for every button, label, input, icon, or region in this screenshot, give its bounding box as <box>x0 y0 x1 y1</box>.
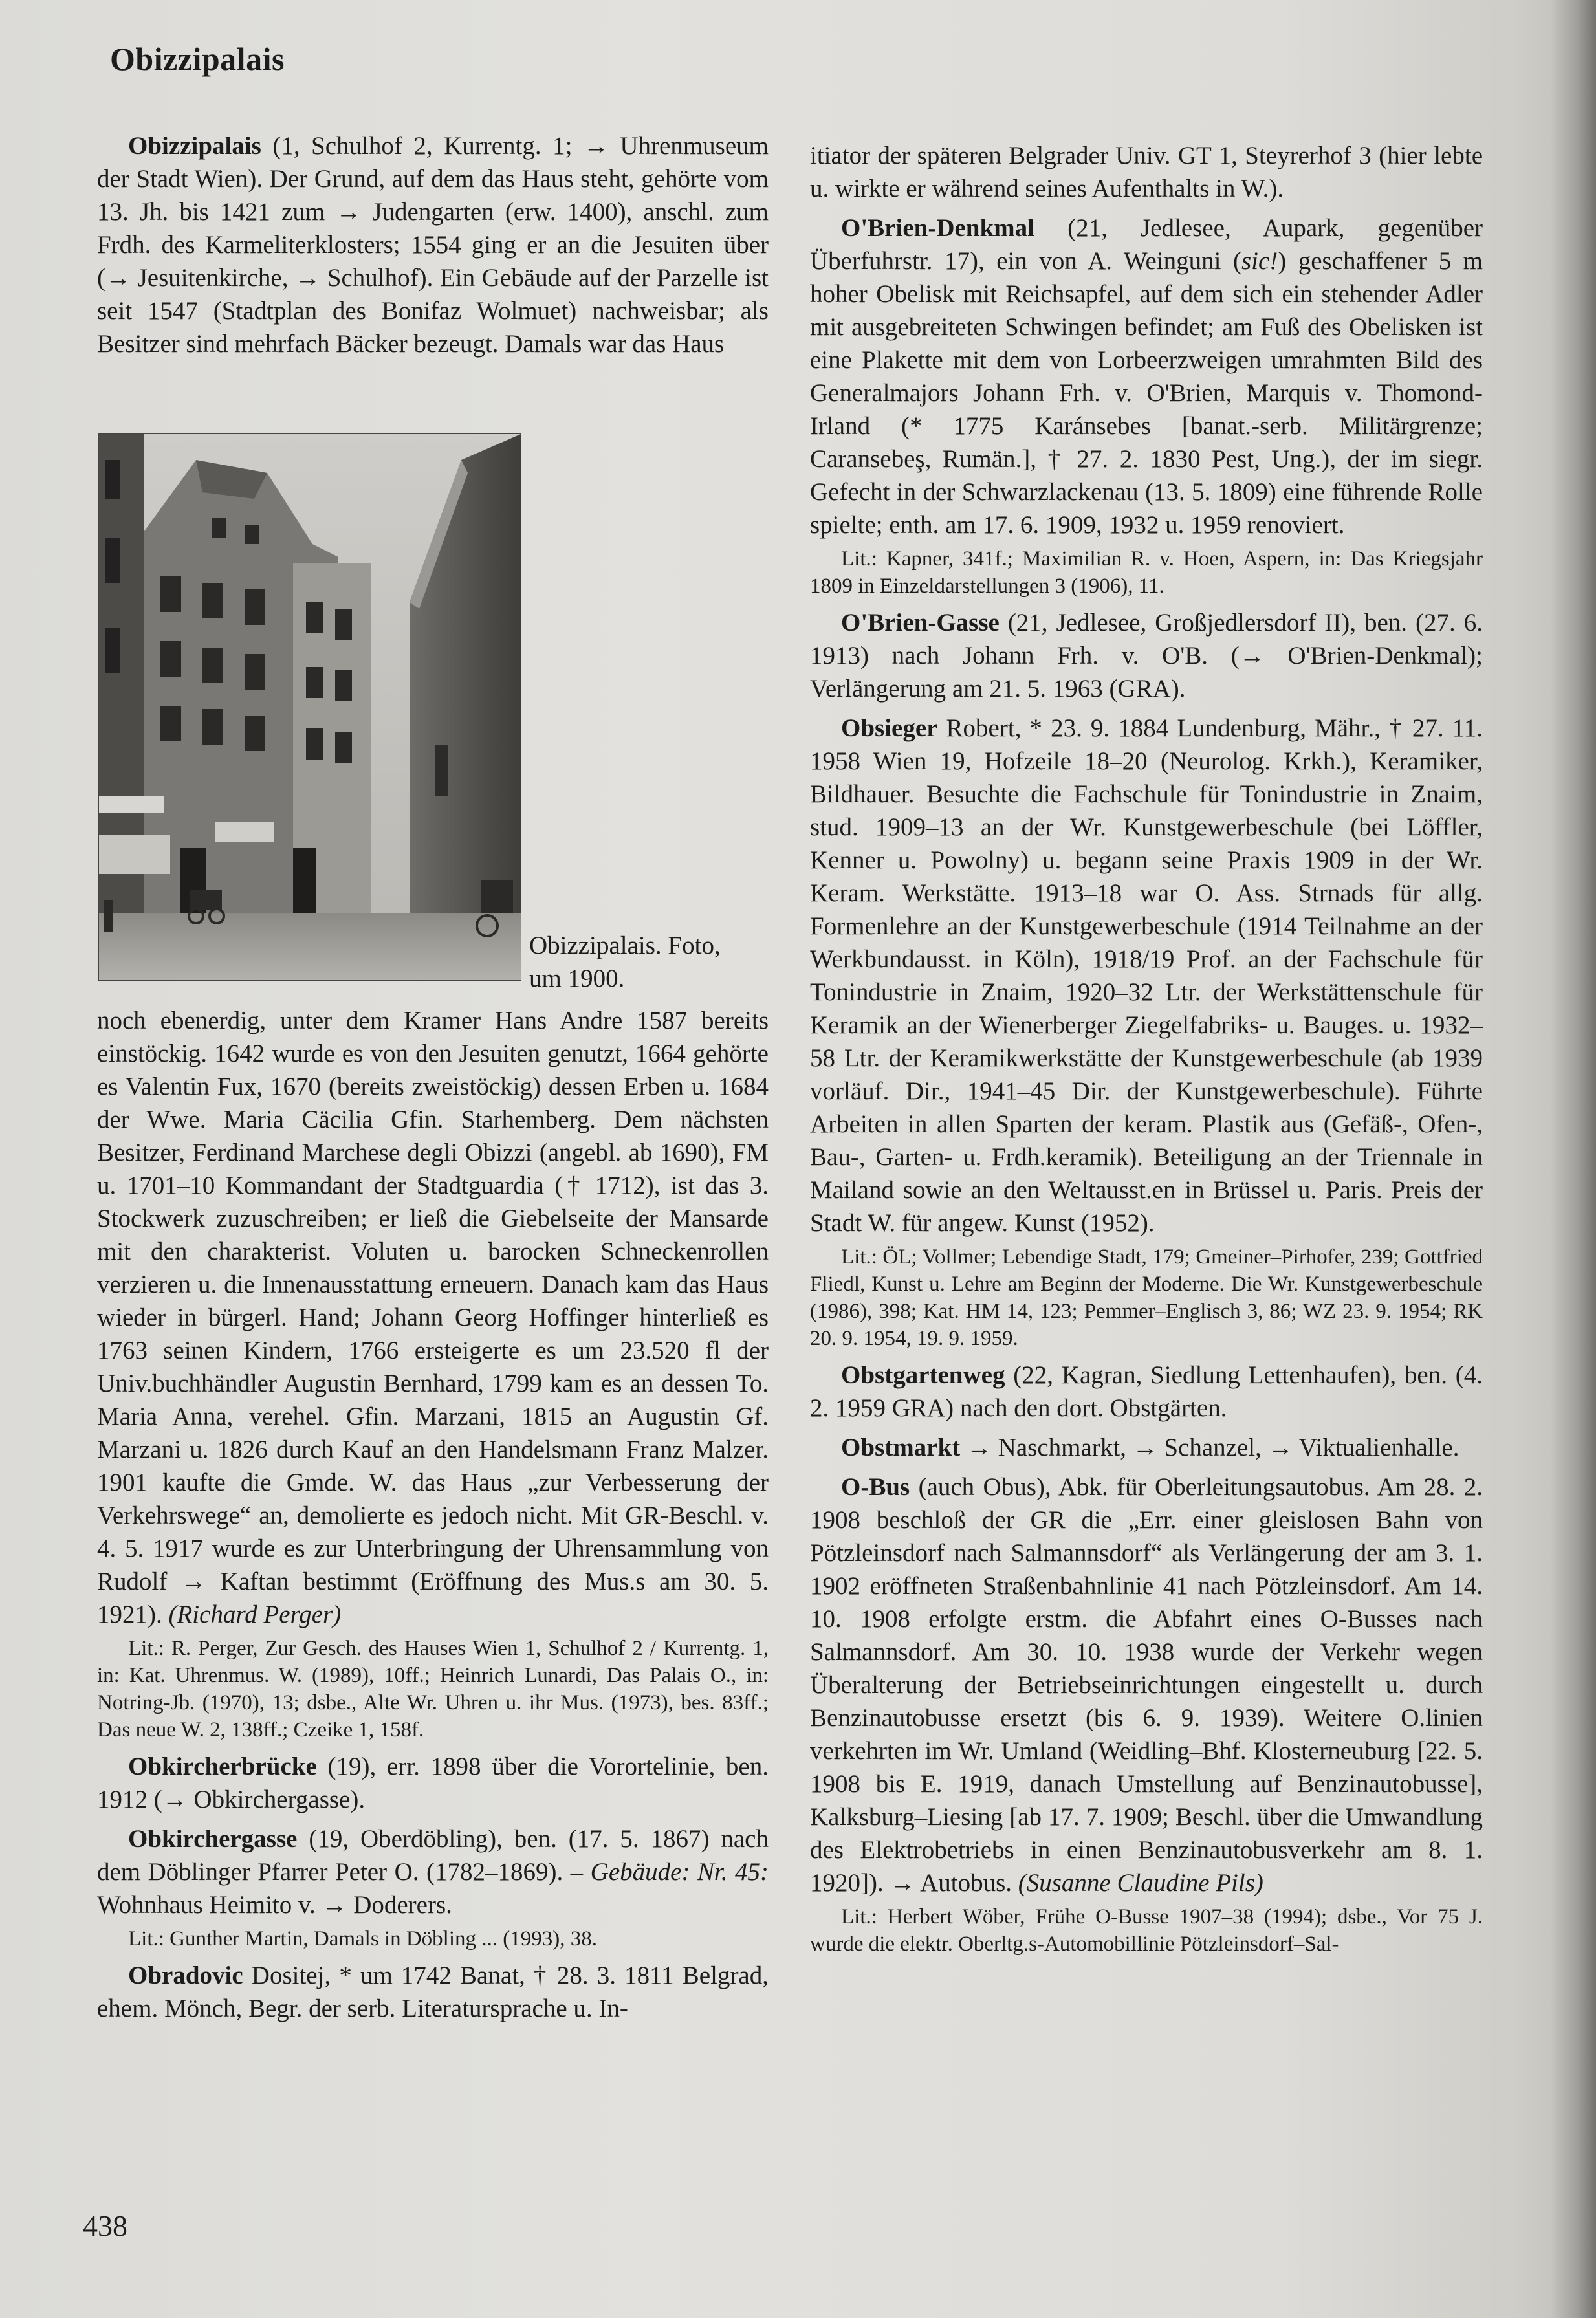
entry-italic: sic! <box>1241 247 1278 275</box>
photo-caption <box>529 929 762 995</box>
photo-illustration <box>99 434 521 980</box>
entry-obstmarkt <box>810 1431 1483 1464</box>
entry-obstgartenweg <box>810 1359 1483 1425</box>
right-column <box>810 139 1483 1964</box>
entry-obradovic-continued: itiator der späteren Belgrader Univ. GT 1, Steyrerhof 3 (hier lebte u. wirkte er während seines Aufenthalts in W.). <box>810 142 1483 202</box>
literature-o-bus: Lit.: Herbert Wöber, Frühe O-Busse 1907–38 (1994); dsbe., Vor 75 J. wurde die elektr. Oberltg.s-Automobillinie Pötzleinsdorf–Sal- <box>810 1905 1483 1956</box>
headword: Obstgartenweg <box>841 1361 1005 1389</box>
author-signature: (Susanne Claudine Pils) <box>1018 1869 1263 1897</box>
entry-text: (19, Oberdöbling), ben. (17. 5. 1867) nach dem Döblinger Pfarrer Peter O. (1782–1869). – <box>97 1825 769 1886</box>
entry-obkirchergasse <box>97 1822 769 1921</box>
entry-text: (21, Jedlesee, Aupark, gegenüber Überfuhrstr. 17), ein von A. Weinguni ( <box>810 214 1483 275</box>
left-column-bottom <box>97 1004 769 2025</box>
entry-text: Dositej, * um 1742 Banat, † 28. 3. 1811 Belgrad, ehem. Mönch, Begr. der serb. Literatursprache u. In- <box>97 1962 769 2022</box>
entry-obsieger <box>810 712 1483 1240</box>
photo-caption-line-1: Obizzipalais. Foto, <box>529 932 721 959</box>
headword: Obstmarkt <box>841 1434 961 1461</box>
entry-text: (19), err. 1898 über die Vorortelinie, ben. 1912 (→ Obkirchergasse). <box>97 1753 769 1813</box>
photo-obizzipalais <box>98 433 521 981</box>
page-edge-shadow <box>1551 0 1596 2318</box>
running-head: Obizzipalais <box>110 41 285 77</box>
entry-obkircherbruecke <box>97 1750 769 1816</box>
entry-o-bus <box>810 1471 1483 1899</box>
headword: Obkircherbrücke <box>128 1753 317 1780</box>
headword: Obkirchergasse <box>128 1825 298 1853</box>
entry-obizzipalais-continued <box>97 1004 769 1631</box>
headword: Obradovic <box>128 1962 243 1989</box>
entry-text: (22, Kagran, Siedlung Lettenhaufen), ben. (4. 2. 1959 GRA) nach den dort. Obstgärten. <box>810 1361 1483 1422</box>
headword: O-Bus <box>841 1473 910 1501</box>
literature-obsieger: Lit.: ÖL; Vollmer; Lebendige Stadt, 179; Gmeiner–Pirhofer, 239; Gottfried Fliedl, Kunst u. Lehre am Beginn der Moderne. Die Wr. Kunstgewerbeschule (1986), 398; Kat. HM 14, 123; Pemmer–Englisch 3, 86; WZ 23. 9. 1954; RK 20. 9. 1954, 19. 9. 1959. <box>810 1245 1483 1350</box>
entry-text: ) geschaffener 5 m hoher Obelisk mit Reichsapfel, auf dem sich ein stehender Adler mit ausgebreiteten Schwingen befindet; am Fuß des Obelisken ist eine Plakette mit dem von Lorbeerzweigen umrahmten Bild des Generalmajors Johann Frh. v. O'Brien, Marquis v. Thomond-Irland (* 1775 Karánsebes [banat.-serb. Militärgrenze; Caransebeş, Rumän.], † 27. 2. 1830 Pest, Ung.), der im siegr. Gefecht in der Schwarzlackenau (13. 5. 1809) eine führende Rolle spielte; enth. am 17. 6. 1909, 1932 u. 1959 renoviert. <box>810 247 1483 539</box>
entry-text: noch ebenerdig, unter dem Kramer Hans Andre 1587 bereits einstöckig. 1642 wurde es von den Jesuiten genutzt, 1664 gehörte es Valentin Fux, 1670 (bereits zweistöckig) dessen Erben u. 1684 der Wwe. Maria Cäcilia Gfin. Starhemberg. Dem nächsten Besitzer, Ferdinand Marchese degli Obizzi (angebl. ab 1690), FM u. 1701–10 Kommandant der Stadtguardia († 1712), ist das 3. Stockwerk zuzuschreiben; er ließ die Giebelseite der Mansarde mit den charakterist. Voluten u. barocken Schneckenrollen verzieren u. die Innenausstattung erneuern. Danach kam das Haus wieder in bürgerl. Hand; Johann Georg Hoffinger hinterließ es 1763 seinen Kindern, 1766 ersteigerte es um 23.520 fl der Univ.buchhändler Augustin Bernhard, 1799 kam es an dessen To. Maria Anna, verehel. Gfin. Marzani, 1815 an Augustin Gf. Marzani u. 1826 durch Kauf an den Handelsmann Franz Malzer. 1901 kaufte die Gmde. W. das Haus „zur Verbesserung der Verkehrswege“ an, demolierte es jedoch nicht. Mit GR-Beschl. v. 4. 5. 1917 wurde es zur Unterbringung der Uhrensammlung von Rudolf → Kaftan bestimmt (Eröffnung des Mus.s am 30. 5. 1921). <box>97 1007 769 1628</box>
entry-obrien-gasse <box>810 606 1483 705</box>
entry-text: (1, Schulhof 2, Kurrentg. 1; → Uhrenmuseum der Stadt Wien). Der Grund, auf dem das Haus steht, gehörte vom 13. Jh. bis 1421 zum → Judengarten (erw. 1400), anschl. zum Frdh. des Karmeliterklosters; 1554 ging er an die Jesuiten über (→ Jesuitenkirche, → Schulhof). Ein Gebäude auf der Parzelle ist seit 1547 (Stadtplan des Bonifaz Wolmuet) nachweisbar; als Besitzer sind mehrfach Bäcker bezeugt. Damals war das Haus <box>97 132 769 358</box>
entry-italic: Gebäude: Nr. 45: <box>590 1858 769 1886</box>
headword: Obizzipalais <box>128 132 261 160</box>
headword: O'Brien-Denkmal <box>841 214 1034 242</box>
literature-obkirchergasse: Lit.: Gunther Martin, Damals in Döbling ... (1993), 38. <box>128 1927 597 1951</box>
page-number: 438 <box>83 2209 127 2242</box>
entry-text: Wohnhaus Heimito v. → Doderers. <box>97 1891 452 1919</box>
headword: Obsieger <box>841 714 938 742</box>
entry-obizzipalais <box>97 129 769 360</box>
entry-text: Robert, * 23. 9. 1884 Lundenburg, Mähr., † 27. 11. 1958 Wien 19, Hofzeile 18–20 (Neurolog. Krkh.), Keramiker, Bildhauer. Besuchte die Fachschule für Tonindustrie in Znaim, stud. 1909–13 an der Wr. Kunstgewerbeschule (bei Löffler, Kenner u. Powolny) u. begann seine Praxis 1909 in der Wr. Keram. Werkstätte. 1913–18 war O. Ass. Strnads für allg. Formenlehre an der Kunstgewerbeschule (1914 Teilnahme an der Werkbundausst. in Köln), 1918/19 Prof. an der Fachschule für Tonindustrie in Znaim, 1920–32 Ltr. der Werkstättenschule für Keramik an der Wienerberger Ziegelfabriks- u. Bauges. u. 1932–58 Ltr. der Keramikwerkstätte der Kunstgewerbeschule (ab 1939 vorläuf. Dir., 1941–45 Dir. der Kunstgewerbeschule). Führte Arbeiten in allen Sparten der keram. Plastik aus (Gefäß-, Ofen-, Bau-, Garten- u. Frdh.keramik). Beteiligung an der Triennale in Mailand sowie an den Weltausst.en in Brüssel u. Paris. Preis der Stadt W. für angew. Kunst (1952). <box>810 714 1483 1237</box>
left-column-top <box>97 129 769 360</box>
headword: O'Brien-Gasse <box>841 609 1000 637</box>
literature-obrien-denkmal: Lit.: Kapner, 341f.; Maximilian R. v. Hoen, Aspern, in: Das Kriegsjahr 1809 in Einzeldarstellungen 3 (1906), 11. <box>810 547 1483 598</box>
entry-text: (21, Jedlesee, Großjedlersdorf II), ben. (27. 6. 1913) nach Johann Frh. v. O'B. (→ O'Brien-Denkmal); Verlängerung am 21. 5. 1963 (GRA). <box>810 609 1483 703</box>
author-signature: (Richard Perger) <box>168 1601 342 1628</box>
photo-caption-line-2: um 1900. <box>529 965 625 992</box>
entry-obrien-denkmal <box>810 212 1483 541</box>
entry-text: → Naschmarkt, → Schanzel, → Viktualienhalle. <box>960 1434 1459 1461</box>
entry-obradovic <box>97 1959 769 2025</box>
literature-obizzipalais: Lit.: R. Perger, Zur Gesch. des Hauses Wien 1, Schulhof 2 / Kurrentg. 1, in: Kat. Uhrenmus. W. (1989), 10ff.; Heinrich Lunardi, Das Palais O., in: Notring-Jb. (1970), 13; dsbe., Alte Wr. Uhren u. ihr Mus. (1973), bes. 83ff.; Das neue W. 2, 138ff.; Czeike 1, 158f. <box>97 1637 769 1742</box>
entry-text: (auch Obus), Abk. für Oberleitungsautobus. Am 28. 2. 1908 beschloß der GR die „Err. einer gleislosen Bahn von Pötzleinsdorf nach Salmannsdorf“ als Verlängerung der am 3. 1. 1902 eröffneten Straßenbahnlinie 41 nach Pötzleinsdorf. Am 14. 10. 1908 erfolgte erstm. die Abfahrt eines O-Busses nach Salmannsdorf. Am 30. 10. 1938 wurde der Verkehr wegen Überalterung der Betriebseinrichtungen eingestellt u. durch Benzinautobusse ersetzt (bis 6. 9. 1939). Weitere O.linien verkehrten im Wr. Umland (Weidling–Bhf. Klosterneuburg [22. 5. 1908 bis E. 1919, danach Umstellung auf Benzinautobusse], Kalksburg–Liesing [ab 17. 7. 1909; Beschl. über die Umwandlung des Elektrobetriebs in einen Benzinautobusverkehr am 8. 1. 1920]). → Autobus. <box>810 1473 1483 1897</box>
